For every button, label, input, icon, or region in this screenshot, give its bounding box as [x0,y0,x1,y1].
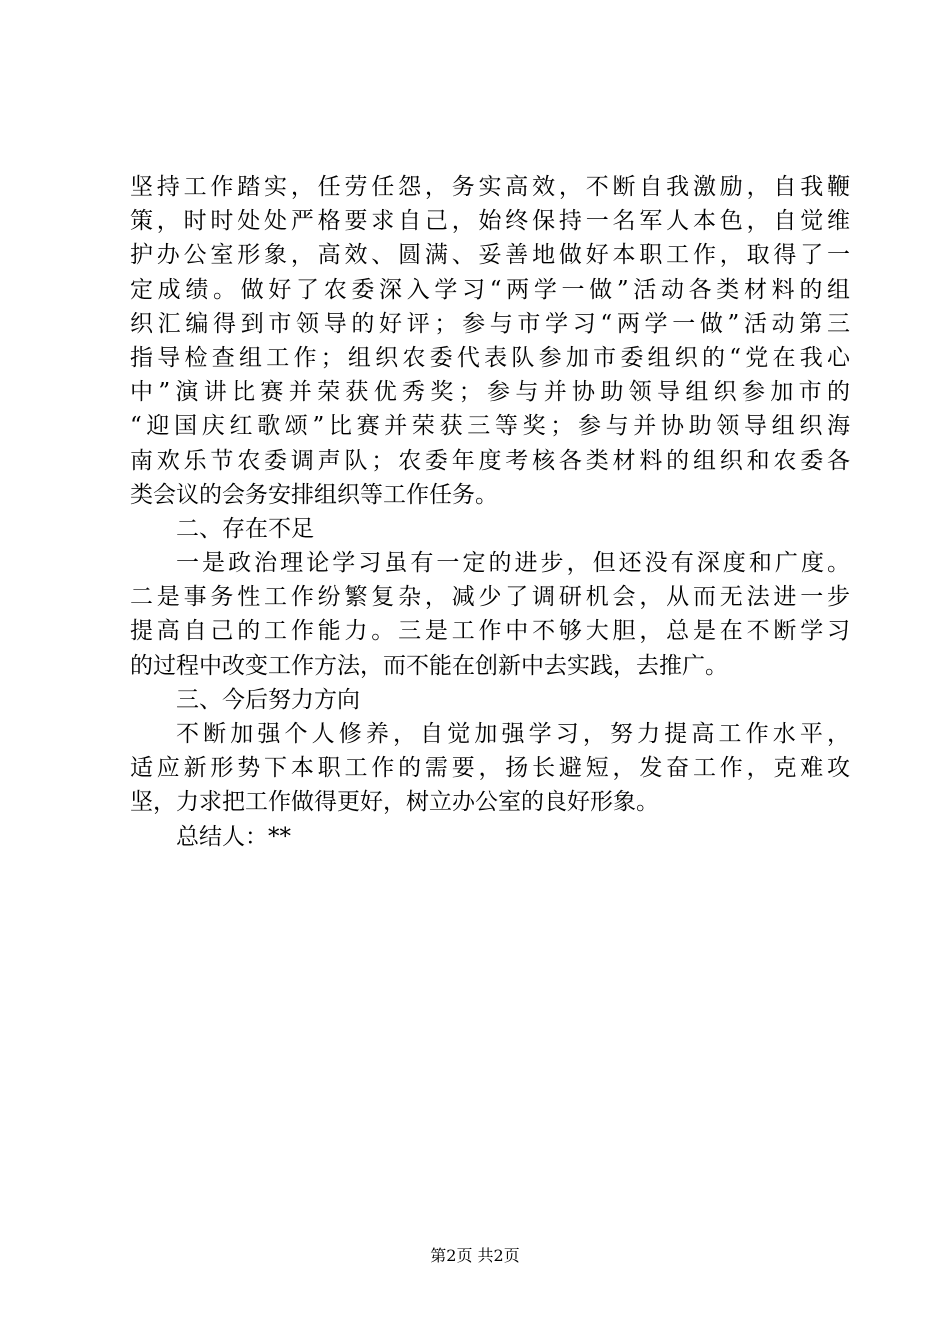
page-number-footer: 第2页 共2页 [430,1246,520,1265]
paragraph-line: 坚，力求把工作做得更好，树立办公室的良好形象。 [130,789,659,816]
paragraph-line: 中”演讲比赛并荣获优秀奖；参与并协助领导组织参加市的 [130,379,850,406]
paragraph-line: 南欢乐节农委调声队；农委年度考核各类材料的组织和农委各 [130,447,850,474]
document-body [130,170,850,854]
paragraph-line: 不断加强个人修养，自觉加强学习，努力提高工作水平， [176,721,850,747]
paragraph-line: 二是事务性工作纷繁复杂，减少了调研机会，从而无法进一步 [130,584,850,611]
paragraph-line: 坚持工作踏实，任劳任怨，务实高效，不断自我激励，自我鞭 [130,174,850,200]
paragraph-line: 指导检查组工作；组织农委代表队参加市委组织的“党在我心 [130,344,850,371]
paragraph-line: 织汇编得到市领导的好评；参与市学习“两学一做”活动第三 [130,310,850,337]
paragraph-line: 定成绩。做好了农委深入学习“两学一做”活动各类材料的组 [130,276,850,303]
paragraph-line: 二、存在不足 [176,515,314,542]
paragraph-line: “迎国庆红歌颂”比赛并荣获三等奖；参与并协助领导组织海 [130,413,850,440]
paragraph-line: 总结人：** [176,823,291,850]
paragraph-line: 类会议的会务安排组织等工作任务。 [130,481,498,508]
paragraph-line: 的过程中改变工作方法，而不能在创新中去实践，去推广。 [130,652,728,679]
paragraph-line: 提高自己的工作能力。三是工作中不够大胆，总是在不断学习 [130,618,850,645]
paragraph-line: 适应新形势下本职工作的需要，扬长避短，发奋工作，克难攻 [130,755,850,782]
paragraph-line: 策，时时处处严格要求自己，始终保持一名军人本色，自觉维 [130,208,850,235]
paragraph-line: 三、今后努力方向 [176,686,360,713]
paragraph-line: 护办公室形象，高效、圆满、妥善地做好本职工作，取得了一 [130,242,850,269]
paragraph-line: 一是政治理论学习虽有一定的进步，但还没有深度和广度。 [176,550,850,577]
